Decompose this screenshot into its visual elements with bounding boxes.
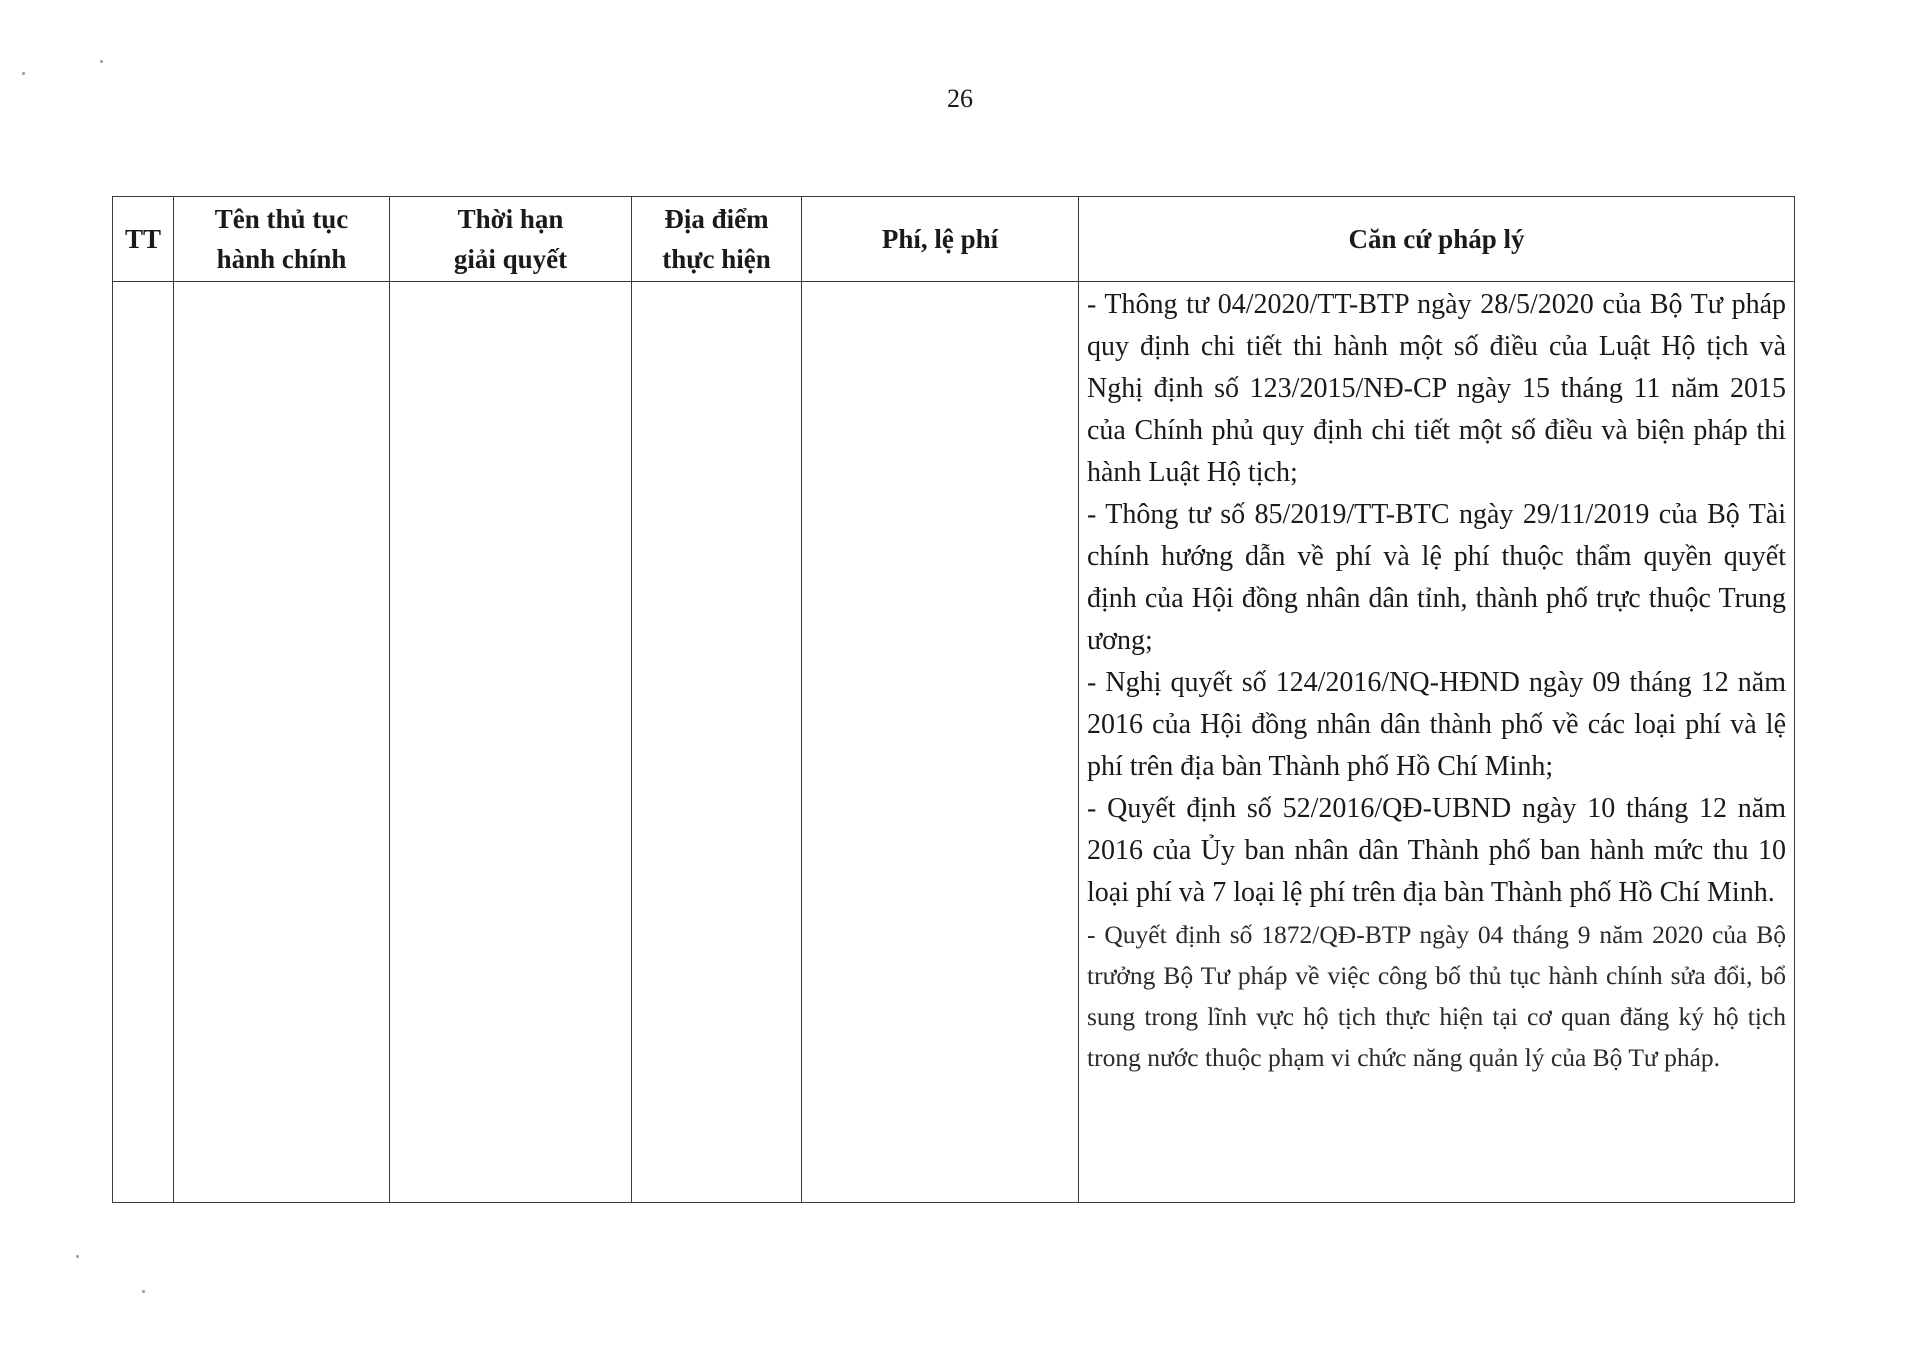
header-procedure-name	[174, 197, 390, 282]
cell-deadline	[390, 282, 632, 1203]
header-procedure-name-line2: hành chính	[216, 244, 347, 274]
cell-location	[632, 282, 802, 1203]
legal-basis-item: - Quyết định số 52/2016/QĐ-UBND ngày 10 tháng 12 năm 2016 của Ủy ban nhân dân Thành phố ban hành mức thu 10 loại phí và 7 loại lệ phí trên địa bàn Thành phố Hồ Chí Minh.	[1087, 793, 1786, 908]
scan-speck	[142, 1290, 145, 1293]
scan-speck	[76, 1255, 79, 1258]
legal-basis-item: - Quyết định số 1872/QĐ-BTP ngày 04 tháng 9 năm 2020 của Bộ trưởng Bộ Tư pháp về việc công bố thủ tục hành chính sửa đổi, bổ sung trong lĩnh vực hộ tịch thực hiện tại cơ quan đăng ký hộ tịch trong nước thuộc phạm vi chức năng quản lý của Bộ Tư pháp.	[1087, 920, 1786, 1072]
scan-speck	[22, 72, 25, 75]
cell-procedure-name	[174, 282, 390, 1203]
header-location-line2: thực hiện	[662, 244, 771, 274]
header-tt-label: TT	[124, 224, 162, 254]
header-legal-basis-label: Căn cứ pháp lý	[1348, 224, 1525, 254]
header-procedure-name-line1: Tên thủ tục	[214, 204, 349, 234]
header-legal-basis	[1079, 197, 1795, 282]
legal-basis-item: - Thông tư số 85/2019/TT-BTC ngày 29/11/2019 của Bộ Tài chính hướng dẫn về phí và lệ phí thuộc thẩm quyền quyết định của Hội đồng nhân dân tỉnh, thành phố trực thuộc Trung ương;	[1087, 499, 1786, 656]
header-fees	[802, 197, 1079, 282]
procedure-table	[112, 196, 1795, 1203]
header-location-line1: Địa điểm	[664, 204, 769, 234]
legal-basis-item: - Nghị quyết số 124/2016/NQ-HĐND ngày 09 tháng 12 năm 2016 của Hội đồng nhân dân thành phố về các loại phí và lệ phí trên địa bàn Thành phố Hồ Chí Minh;	[1087, 667, 1786, 782]
table-body	[113, 282, 1795, 1203]
cell-legal-basis	[1079, 282, 1795, 1203]
header-tt	[113, 197, 174, 282]
scan-speck	[100, 60, 103, 63]
table-row	[113, 282, 1795, 1203]
cell-fees	[802, 282, 1079, 1203]
header-row	[113, 197, 1795, 282]
page-number: 26	[947, 84, 973, 113]
table-header	[113, 197, 1795, 282]
header-fees-label: Phí, lệ phí	[881, 224, 999, 254]
header-deadline-line2: giải quyết	[453, 244, 568, 274]
header-deadline-line1: Thời hạn	[457, 204, 564, 234]
legal-basis-item: - Thông tư 04/2020/TT-BTP ngày 28/5/2020 của Bộ Tư pháp quy định chi tiết thi hành một số điều của Luật Hộ tịch và Nghị định số 123/2015/NĐ-CP ngày 15 tháng 11 năm 2015 của Chính phủ quy định chi tiết một số điều và biện pháp thi hành Luật Hộ tịch;	[1087, 289, 1786, 488]
cell-tt	[113, 282, 174, 1203]
header-location	[632, 197, 802, 282]
header-deadline	[390, 197, 632, 282]
